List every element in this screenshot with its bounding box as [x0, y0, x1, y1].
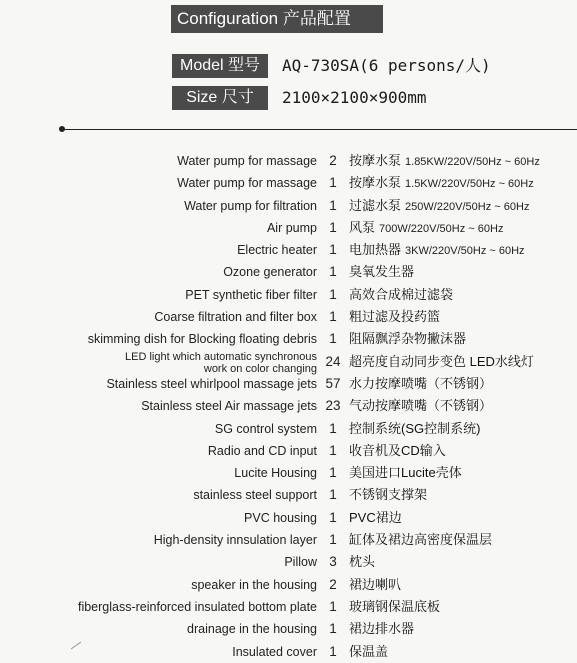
item-chinese-label: 美国进口Lucite壳体 [349, 465, 462, 481]
item-quantity: 57 [325, 375, 341, 391]
item-quantity: 1 [329, 509, 337, 525]
item-english-name: Water pump for massage [177, 154, 317, 168]
item-chinese-name [349, 217, 503, 239]
item-chinese-name [349, 306, 440, 328]
list-item [0, 551, 577, 573]
item-chinese-label: 风泵 [349, 219, 376, 235]
item-quantity: 1 [329, 532, 337, 548]
item-english-name: Ozone generator [223, 265, 317, 280]
item-chinese-label: 不锈钢支撑架 [349, 487, 428, 503]
item-specification: 700W/220V/50Hz ~ 60Hz [379, 222, 504, 235]
list-item [0, 484, 577, 506]
list-item [0, 618, 577, 640]
list-item [0, 284, 577, 306]
item-chinese-label: 收音机及CD输入 [349, 442, 446, 458]
item-chinese-name [349, 484, 427, 506]
list-item [0, 507, 577, 529]
size-label: Size 尺寸 [172, 86, 268, 110]
list-item [0, 306, 577, 328]
item-chinese-label: 裙边喇叭 [349, 576, 402, 592]
item-quantity: 24 [325, 353, 341, 369]
item-quantity: 1 [329, 487, 337, 503]
item-quantity: 1 [329, 331, 337, 347]
item-english-name: PVC housing [244, 510, 317, 525]
item-english-name: Air pump [266, 220, 317, 235]
item-english-name: drainage in the housing [187, 622, 317, 637]
item-chinese-name [349, 195, 529, 217]
item-chinese-label: 高效合成棉过滤袋 [349, 286, 454, 302]
item-quantity: 1 [329, 621, 337, 637]
item-quantity: 1 [329, 286, 337, 302]
item-chinese-name [349, 150, 540, 172]
item-chinese-name [349, 373, 492, 395]
list-item [0, 462, 577, 484]
item-english-name: Electric heater [237, 243, 317, 258]
item-english-name: Stainless steel whirlpool massage jets [106, 376, 317, 391]
item-quantity: 1 [329, 442, 337, 458]
item-english-name: SG control system [214, 421, 317, 436]
item-english-name: Pillow [284, 555, 317, 570]
item-chinese-name [349, 507, 402, 529]
item-quantity: 1 [329, 465, 337, 481]
item-chinese-name [349, 529, 492, 551]
configuration-title: Configuration 产品配置 [171, 5, 383, 33]
item-chinese-label: 按摩水泵 [349, 153, 402, 168]
item-chinese-label: 臭氧发生器 [349, 264, 415, 280]
item-chinese-label: 保温盖 [349, 643, 389, 659]
item-specification: 1.5KW/220V/50Hz ~ 60Hz [405, 178, 534, 191]
item-english-name: PET synthetic fiber filter [185, 287, 317, 302]
item-quantity: 3 [329, 554, 337, 570]
list-item [0, 440, 577, 462]
list-item [0, 172, 577, 194]
list-item [0, 351, 577, 373]
item-chinese-name [349, 462, 462, 484]
list-item [0, 529, 577, 551]
model-value: AQ-730SA(6 persons/人) [282, 56, 491, 75]
item-chinese-label: 缸体及裙边高密度保温层 [349, 532, 493, 548]
item-chinese-label: 气动按摩喷嘴（不锈钢） [349, 398, 493, 414]
list-item [0, 641, 577, 663]
item-english-name: skimming dish for Blocking floating debris [87, 332, 317, 347]
list-item [0, 239, 577, 261]
item-quantity: 1 [329, 264, 337, 280]
section-divider [62, 129, 577, 130]
list-item [0, 574, 577, 596]
item-chinese-name [349, 328, 466, 350]
item-english-name-line2: work on color changing [203, 362, 317, 375]
item-chinese-label: 水力按摩喷嘴（不锈钢） [349, 375, 493, 391]
list-item [0, 217, 577, 239]
list-item [0, 395, 577, 417]
item-quantity: 2 [329, 576, 337, 592]
list-item [0, 195, 577, 217]
item-chinese-label: PVC裙边 [349, 509, 402, 525]
item-quantity: 1 [329, 643, 337, 659]
item-english-name [125, 351, 317, 373]
list-item [0, 328, 577, 350]
item-chinese-label: 玻璃钢保温底板 [349, 598, 441, 614]
item-english-name: Coarse filtration and filter box [154, 310, 317, 325]
list-item [0, 150, 577, 172]
size-value: 2100×2100×900mm [282, 88, 427, 107]
item-english-name: Insulated cover [232, 644, 317, 659]
item-chinese-name [349, 641, 388, 663]
item-chinese-label: 控制系统(SG控制系统) [349, 420, 481, 436]
item-english-name: stainless steel support [193, 488, 317, 503]
item-english-name: Lucite Housing [234, 466, 317, 481]
item-english-name: Water pump for massage [177, 176, 317, 191]
item-chinese-label: 粗过滤及投药篮 [349, 309, 441, 325]
item-chinese-name [349, 172, 534, 194]
item-english-name-line1: LED light which automatic synchronous [125, 350, 317, 363]
configuration-list [0, 150, 577, 663]
item-specification: 1.85KW/220V/50Hz ~ 60Hz [405, 156, 540, 168]
item-english-name: Radio and CD input [207, 443, 317, 458]
item-quantity: 2 [329, 153, 337, 168]
item-quantity: 1 [329, 598, 337, 614]
item-chinese-name [349, 574, 401, 596]
item-chinese-name [349, 596, 440, 618]
item-chinese-name [349, 261, 414, 283]
item-chinese-label: 过滤水泵 [349, 197, 402, 213]
list-item [0, 373, 577, 395]
item-english-name: Water pump for filtration [184, 198, 317, 213]
item-quantity: 1 [329, 219, 337, 235]
item-chinese-name [349, 440, 446, 462]
item-quantity: 1 [329, 309, 337, 325]
item-specification: 250W/220V/50Hz ~ 60Hz [405, 200, 530, 213]
list-item [0, 418, 577, 440]
item-quantity: 1 [329, 242, 337, 258]
item-quantity: 23 [325, 398, 341, 414]
item-quantity: 1 [329, 197, 337, 213]
item-chinese-label: 枕头 [349, 554, 376, 570]
item-quantity: 1 [329, 175, 337, 191]
item-chinese-label: 超亮度自动同步变色 LED水线灯 [349, 353, 534, 369]
model-label: Model 型号 [172, 54, 268, 78]
item-english-name: High-density innsulation layer [153, 533, 317, 548]
item-chinese-name [349, 418, 480, 440]
item-english-name: Stainless steel Air massage jets [141, 399, 317, 414]
item-chinese-label: 裙边排水器 [349, 621, 415, 637]
item-chinese-label: 电加热器 [349, 242, 402, 258]
item-specification: 3KW/220V/50Hz ~ 60Hz [405, 245, 525, 258]
item-chinese-label: 按摩水泵 [349, 175, 402, 191]
item-chinese-label: 阻隔飘浮杂物撇沫器 [349, 331, 467, 347]
item-chinese-name [349, 395, 492, 417]
item-quantity: 1 [329, 420, 337, 436]
item-chinese-name [349, 239, 525, 261]
item-english-name: speaker in the housing [191, 577, 317, 592]
item-chinese-name [349, 284, 453, 306]
item-chinese-name [349, 551, 375, 573]
list-item [0, 596, 577, 618]
item-english-name: fiberglass-reinforced insulated bottom plate [77, 599, 317, 614]
item-chinese-name [349, 351, 534, 373]
list-item [0, 261, 577, 283]
item-chinese-name [349, 618, 414, 640]
